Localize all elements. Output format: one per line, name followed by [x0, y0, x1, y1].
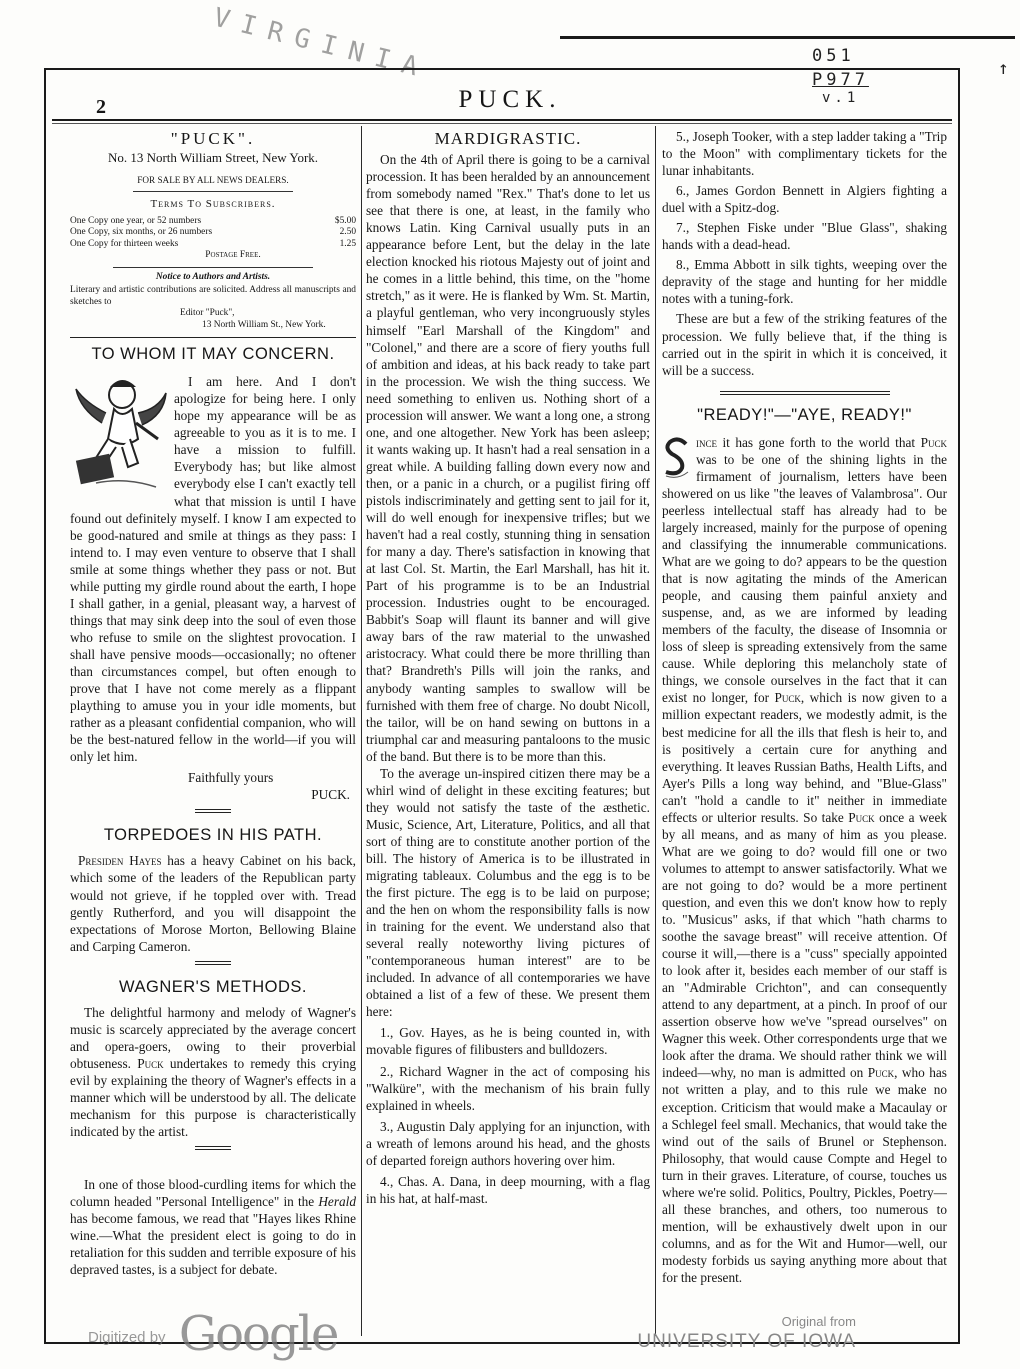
rate-row [70, 239, 356, 251]
call-number-1: 051 [812, 46, 855, 66]
box-rule-2 [113, 267, 313, 268]
google-logo: Google [178, 1306, 338, 1362]
ready-puck: Puck [848, 809, 875, 825]
ready-puck: Puck [920, 434, 947, 450]
concern-article [70, 373, 356, 803]
ready-text: , which is now given to a million expectant readers, we modestly admit, is the best medicine for all the ills that flesh is heir to, and is positively a certain cure for anything and everything. It leaves Russian Baths, Health Lifts, and Ayer's Pills a long way behind, and "Blue-Glass" can't "hold a candle to it" neither in immediate effects or ulterior results. So take [662, 690, 947, 825]
university-name: UNIVERSITY OF IOWA [637, 1331, 856, 1352]
rate-price: 2.50 [339, 227, 356, 238]
mardigrastic-heading: MARDIGRASTIC. [434, 129, 582, 148]
section-divider [195, 809, 231, 813]
procession-closing: These are but a few of the striking features of the procession. We fully believe that, if the thing is carried out in the spirit in which it is conceived, it will be a success. [662, 311, 947, 378]
concern-closing: Faithfully yours [188, 770, 274, 786]
rate-list [70, 216, 356, 251]
procession-item: 1., Gov. Hayes, as he is being counted in, with movable figures of filibusters and bulldozers. [366, 1025, 650, 1058]
section-divider [195, 961, 231, 965]
ready-text: it has gone forth to the world that [717, 434, 921, 450]
column-rule-1 [361, 126, 362, 1336]
notice-body: Literary and artistic contributions are solicited. Address all manuscripts and sketches to [70, 285, 356, 307]
procession-item: 8., Emma Abbott in silk tights, weeping over the depravity of the stage and hunting for her middle notes with a tuning-fork. [662, 257, 947, 307]
procession-item: 3., Augustin Daly applying for an injunction, with a wreath of lemons around his head, and the ghosts of departed foreign authors hovering over him. [366, 1118, 650, 1168]
ready-puck: Puck [867, 1065, 895, 1081]
subscription-box [70, 124, 356, 331]
wagner-body [70, 1004, 356, 1140]
ready-body [662, 434, 947, 1286]
mardigrastic-p2: To the average un-inspired citizen there may be a whirl wind of delight in these exciting features; but they would not satisfy the taste of the æsthetic. Music, Science, Art, Literature, Politics, and all that sort of thing are to constitute another portion of the bill. The history of America is to be illustrated in migrating tableaux. Columbus and the egg is to be the first picture. The egg is to be laid on purpose; and the hen on whom the responsibility falls is now in training for the event. We understand also that several really noteworthy living pictures of "contemporaneous human interest" are to be included. In advance of all contemporaries we have obtained a list of a few of these. We present them here: [366, 765, 650, 1020]
ready-text: was to be one of the shining lights in the firmament of journalism, letters have been showered on us like "the leaves of Valambrosa". Our peerless intellectual staff has already had to be largely increased, mainly for the purpose of opening and classifying the innumerable communications. What are we going to do? appears to be the question that is now agitating the minds of the American people, and causing them painful anxiety and suspense, and, as we are informed by leading members of the faculty, the disease of Insomnia or loss of sleep is spreading extensively from the same cause. While deploring this melancholy state of things, we console ourselves in the fact that it can exist no longer, for [662, 451, 947, 706]
digitized-by-watermark [88, 1306, 337, 1362]
notice-heading: Notice to Authors and Artists. [155, 271, 271, 282]
section-rule [70, 337, 356, 338]
rhine-herald: Herald [318, 1194, 356, 1210]
column-3 [662, 124, 947, 1346]
postage-note: Postage Free. [205, 250, 261, 261]
rate-label: One Copy for thirteen weeks [70, 238, 179, 249]
original-from-label: Original from [781, 1314, 856, 1329]
ready-article [662, 434, 947, 1286]
page-number: 2 [96, 96, 106, 118]
concern-signature: PUCK. [311, 787, 350, 803]
ready-text: once a week by all means, and as many of him as you please. What are we going to do? would fill one or two volumes to attempt to answer satisfactorily. What we are not going to do? would be a more pertinent question, and even this we don't know how to reply to. "Musicus" asks, if that which "hath charms to soothe the savage breast" will receive attention. Of course it will,—there is a "cuss" specially appointed to look after it, besides each member of our staff is an "Admirable Crichton", and can consequently attend to any department, at a pinch. In proof of our assertion observe how we've "spread ourselves" on Wagner this week. Other correspondents urge that we look after the drama. We should rather think we will indeed—why, no man is admitted on [662, 809, 947, 1081]
wagner-puck: Puck [137, 1055, 164, 1071]
rhine-text-a: In one of those blood-curdling items for which the column headed "Personal Intelligence" in the [70, 1177, 356, 1210]
digitized-label: Digitized by [88, 1329, 166, 1346]
box-sale: FOR SALE BY ALL NEWS DEALERS. [137, 175, 289, 186]
rate-row [70, 227, 356, 239]
masthead: PUCK. [458, 86, 562, 113]
notice-editor: Editor "Puck", [180, 308, 235, 319]
procession-item: 2., Richard Wagner in the act of composing his "Walküre", with the mechanism of his brain fully explained in wheels. [366, 1063, 650, 1113]
rate-price: 1.25 [339, 238, 356, 249]
procession-item: 7., Stephen Fiske under "Blue Glass", shaking hands with a dead-head. [662, 220, 947, 253]
box-address: No. 13 North William Street, New York. [107, 150, 319, 166]
rate-label: One Copy one year, or 52 numbers [70, 215, 202, 226]
terms-heading: Terms To Subscribers. [150, 197, 276, 210]
column-1 [70, 124, 356, 1346]
ready-heading: "READY!"—"AYE, READY!" [697, 405, 912, 424]
rate-row [70, 216, 356, 228]
puck-cupid-illustration [70, 373, 170, 497]
box-title: "PUCK". [170, 129, 256, 148]
ready-lead: ince [696, 434, 717, 450]
ornate-dropcap-s [662, 436, 692, 480]
procession-item: 6., James Gordon Bennett in Algiers fighting a duel with a Spitz-dog. [662, 183, 947, 216]
column-rule-2 [655, 126, 656, 1336]
section-divider [195, 1146, 231, 1150]
corner-mark: ↑ [998, 58, 1013, 79]
notice-editor-address: 13 North William St., New York. [202, 319, 326, 330]
box-rule [133, 191, 293, 192]
concern-heading: TO WHOM IT MAY CONCERN. [91, 345, 335, 364]
library-stamp: VIRGINIA [210, 2, 433, 86]
rate-label: One Copy, six months, or 26 numbers [70, 227, 213, 238]
section-divider [720, 391, 890, 395]
rhine-item [70, 1176, 356, 1278]
ready-puck: Puck [774, 690, 801, 706]
binding-line [560, 36, 1015, 39]
wagner-text-a: The delightful harmony and melody of Wagner's music is scarcely appreciated by the average concert and opera-goers, owing to their proverbial obtuseness. [70, 1004, 356, 1071]
mardigrastic-p1: On the 4th of April there is going to be a carnival procession. It has been heralded by an announcement from somebody named "Rex." That's done to let us see that there is one, at least, in the family who knows Latin. King Carnival usually puts in an appearance before Lent, but the delay in the late election knocked his riotous Majesty out of joint and he comes in a little behind, this time, on the "home stretch," as it were. He is flanked by Wm. St. Martin, a playful gentleman, who very incongruously styles himself "Earl Marshall of the Kingdom" and "Colonel," and there are a score of fiery youths full of ambition and ideas, at his back ready to take part in the procession. We wish the thing success. We need something to enliven us. Nothing short of a procession will answer. We want a long one, a strong one, and one altogether. New York has been asleep; it wants waking up. It hasn't had a real sensation in a great while. A building falling down every now and then, or a panic in a church, or a pugilist firing off pistols indiscriminately and getting sent to jail for it, will do well enough for inexpensive trifles; but we haven't had a real costly, stunning thing in sensation for many a day. There's satisfaction in knowing that at last Col. St. Martin, the Earl Marshall, has hit it. Part of his programme is to be an Industrial procession. Industries ought to be encouraged. Babbit's Soap will flaunt its banner and will give away bars of the raw material to the unwashed aristocracy. What could there be more thrilling than that? Brandreth's Pills will join the ranks, and anybody wanting samples to swallow will be furnished with them free of charge. No doubt Nicoll, the tailor, will be on hand sewing on buttons in a triumphal car and measuring pantaloons to the music of the band. But there is to be more than this. [366, 152, 650, 764]
header-rule [52, 119, 952, 121]
ready-text: , who has not written a play, and to this rule we make no exception. Criticism that would make a Macaulay or a Schlegel feel small. Mechanics, that would take the wind out of the sails of Brunel or Stephenson. Philosophy, that would cause Compte and Hegel to turn in their graves. Literature, of course, touches us where we're solid. Politics, Poultry, Pickles, Poetry—all these branches, and others, too numerous to mention, will be exhaustively dwelt upon in our columns, and as for the Wit and Humor—well, our modesty forbids us saying anything more about that for the present. [662, 1065, 947, 1285]
rhine-text-b: has become famous, we read that "Hayes likes Rhine wine.—What the president elect is going to do in retaliation for this sudden and terrible exposure of his depraved tastes, is a subject for debate. [70, 1211, 356, 1278]
torpedoes-text: has a heavy Cabinet on his back, which some of the leaders of the Republican party would not grieve, if he toppled over with. Tread gently Rutherford, and you will disappoint the expectations of Morose Morton, Bellowing Blaine and Carping Cameron. [70, 853, 356, 954]
torpedoes-body [70, 852, 356, 954]
concern-body: I am here. And I don't apologize for being here. I only hope my appearance will be as agreeable to you as it is to me. I have a mission to fulfill. Everybody has; but like almost everybody else I can't exactly tell what that mission is until I have found out definitely myself. I know I am expected to be good-natured and smile at things as they pass: I intend to. I may even venture to observe that I shall smile at some things whether they pass or not. But while putting my girdle round about the earth, I hope I shall gather, in a genial, pleasant way, a harvest of things that may sink deep into the soul of even those who refuse to smile on the slightest provocation. I shall have pensive moods—occasionally; no oftener than circumstances compel, but often enough to prove that I have not come merely as a flippant plaything to amuse you in your idle moments, but rather as a pleasant confidential companion, who will be the best-natured fellow in the world—if you will only let him. [70, 374, 356, 765]
procession-item: 5., Joseph Tooker, with a step ladder taking a "Trip to the Moon" with complimentary tickets for the lunar inhabitants. [662, 129, 947, 179]
procession-item: 4., Chas. A. Dana, in deep mourning, with a flag in his hat, at half-mast. [366, 1173, 650, 1206]
wagner-text-b: undertakes to remedy this crying evil by explaining the theory of Wagner's effects in a manner which will be understood by all. The delicate mechanism for this purpose is characteristically indicated by the artist. [70, 1055, 356, 1140]
rate-price: $5.00 [334, 215, 356, 226]
university-watermark [616, 1312, 856, 1352]
call-number-2: P977 [812, 70, 869, 90]
call-number-3: v.1 [822, 90, 860, 106]
wagner-heading: WAGNER'S METHODS. [119, 977, 307, 996]
torpedoes-lead: Presiden Hayes [78, 853, 162, 869]
column-2 [366, 124, 650, 1346]
torpedoes-heading: TORPEDOES IN HIS PATH. [103, 826, 323, 845]
